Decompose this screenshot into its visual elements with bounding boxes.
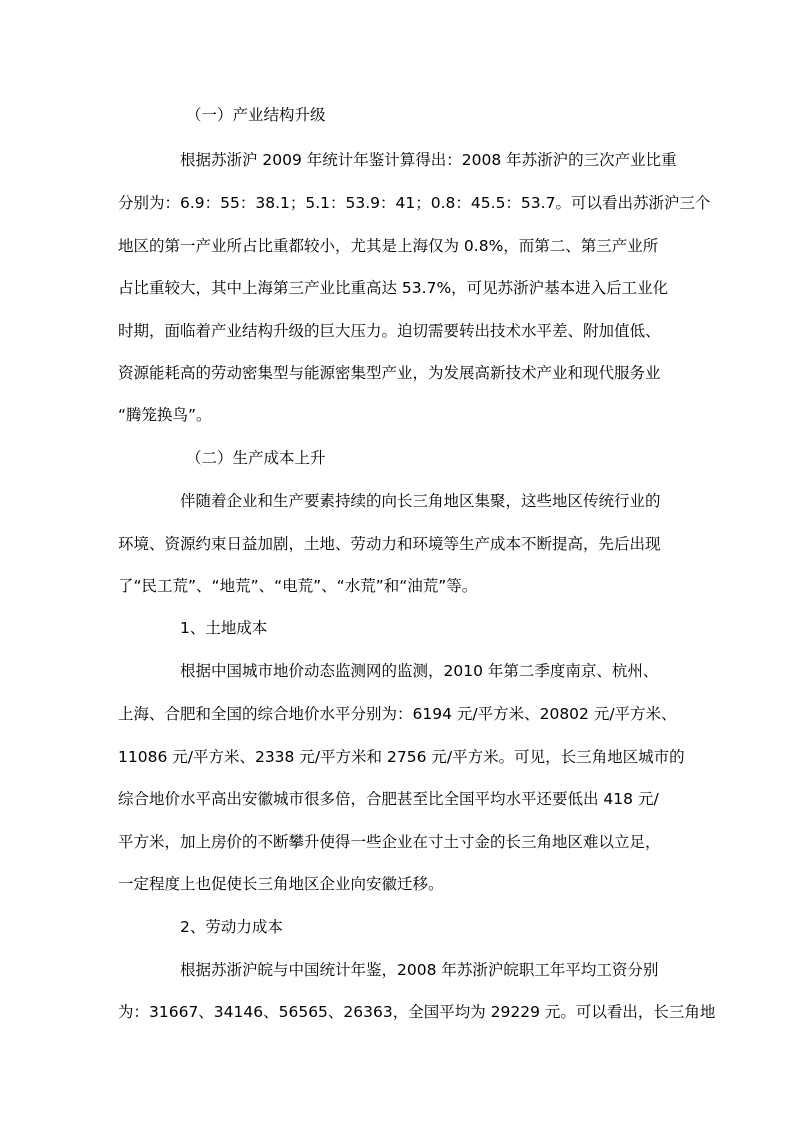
section-heading-production-cost: （二）生产成本上升 bbox=[186, 449, 326, 467]
paragraph-line: 占比重较大，其中上海第三产业比重高达 53.7%，可见苏浙沪基本进入后工业化 bbox=[118, 279, 669, 297]
paragraph-line: 根据中国城市地价动态监测网的监测，2010 年第二季度南京、杭州、 bbox=[180, 662, 659, 680]
subsection-heading-land-cost: 1、土地成本 bbox=[180, 619, 268, 637]
paragraph-line: 分别为：6.9：55：38.1；5.1：53.9：41；0.8：45.5：53.7。可以看出苏浙沪三个 bbox=[118, 194, 711, 212]
paragraph-line: 综合地价水平高出安徽城市很多倍，合肥甚至比全国平均水平还要低出 418 元/ bbox=[118, 790, 659, 808]
paragraph-line: 伴随着企业和生产要素持续的向长三角地区集聚，这些地区传统行业的 bbox=[180, 492, 661, 510]
paragraph-line: 平方米，加上房价的不断攀升使得一些企业在寸土寸金的长三角地区难以立足， bbox=[118, 833, 661, 851]
paragraph-line: 了“民工荒”、“地荒”、“电荒”、“水荒”和“油荒”等。 bbox=[118, 577, 478, 595]
paragraph-line: 资源能耗高的劳动密集型与能源密集型产业，为发展高新技术产业和现代服务业 bbox=[118, 364, 661, 382]
paragraph-line: 11086 元/平方米、2338 元/平方米和 2756 元/平方米。可见，长三角地区城市的 bbox=[118, 748, 685, 766]
paragraph-line: 根据苏浙沪皖与中国统计年鉴，2008 年苏浙沪皖职工年平均工资分别 bbox=[180, 961, 659, 979]
section-heading-industrial-upgrade: （一）产业结构升级 bbox=[186, 106, 326, 124]
paragraph-line: 为：31667、34146、56565、26363，全国平均为 29229 元。可以看出，长三角地 bbox=[118, 1003, 716, 1021]
paragraph-line: 上海、合肥和全国的综合地价水平分别为：6194 元/平方米、20802 元/平方米、 bbox=[118, 705, 677, 723]
paragraph-line: 环境、资源约束日益加剧，土地、劳动力和环境等生产成本不断提高，先后出现 bbox=[118, 535, 661, 553]
paragraph-line: 根据苏浙沪 2009 年统计年鉴计算得出：2008 年苏浙沪的三次产业比重 bbox=[180, 151, 677, 169]
paragraph-line: 地区的第一产业所占比重都较小，尤其是上海仅为 0.8%，而第二、第三产业所 bbox=[118, 237, 659, 255]
paragraph-line: 一定程度上也促使长三角地区企业向安徽迁移。 bbox=[118, 875, 444, 893]
paragraph-line: “腾笼换鸟”。 bbox=[118, 406, 212, 424]
paragraph-line: 时期，面临着产业结构升级的巨大压力。迫切需要转出技术水平差、附加值低、 bbox=[118, 322, 661, 340]
subsection-heading-labor-cost: 2、劳动力成本 bbox=[180, 918, 283, 936]
